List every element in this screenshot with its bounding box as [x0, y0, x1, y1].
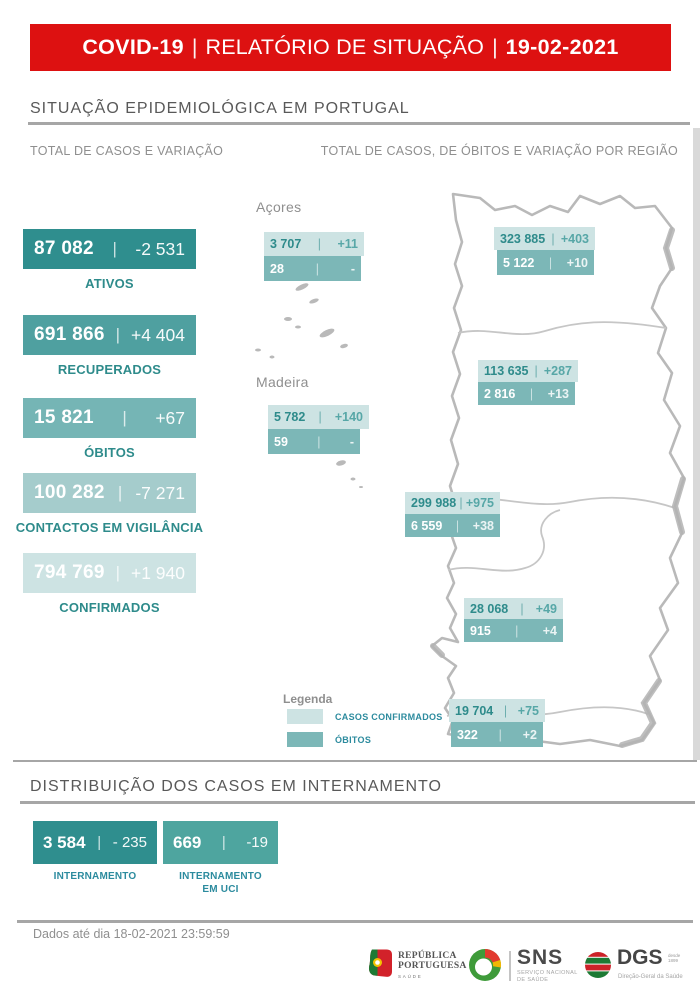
stat-value: 794 769	[34, 562, 105, 583]
stat-value: 87 082	[34, 238, 94, 259]
stat-value: 669	[173, 832, 202, 852]
pipe-divider: |	[115, 325, 121, 344]
deaths-delta: +13	[547, 386, 569, 401]
cases-value: 28 068	[470, 601, 509, 616]
stat-delta: -19	[246, 834, 268, 851]
stat-value: 3 584	[43, 832, 86, 852]
sns-circle-icon	[468, 948, 502, 982]
cases-value: 19 704	[455, 703, 494, 718]
region-deaths-row	[497, 250, 594, 275]
stat-delta: +4 404	[130, 324, 185, 345]
sns-sub-line2: DE SAÚDE	[517, 976, 549, 983]
region-cases-row	[464, 598, 563, 619]
cases-delta: +49	[535, 601, 557, 616]
section-internment-title: DISTRIBUIÇÃO DOS CASOS EM INTERNAMENTO	[30, 778, 442, 795]
stat-label-line2: EM UCI	[202, 884, 239, 895]
deaths-value: 322	[457, 727, 478, 742]
pipe-divider: |	[520, 601, 524, 616]
pipe-divider: |	[498, 727, 502, 742]
stat-contactos-box	[23, 473, 196, 513]
legend-confirmed-label: CASOS CONFIRMADOS	[335, 712, 443, 722]
pipe-divider: |	[221, 834, 226, 851]
region-lvt-stats	[405, 492, 500, 537]
legend-deaths-label: ÓBITOS	[335, 735, 372, 745]
cases-delta: +140	[334, 410, 363, 424]
header-subtitle: RELATÓRIO DE SITUAÇÃO	[205, 35, 485, 59]
stat-label: INTERNAMENTO	[53, 871, 137, 882]
stat-obitos	[23, 398, 196, 460]
sns-text	[517, 947, 578, 983]
cases-delta: +975	[465, 496, 494, 510]
deaths-value: 2 816	[484, 386, 516, 401]
stat-label: ÓBITOS	[84, 445, 135, 460]
right-column-title: TOTAL DE CASOS, DE ÓBITOS E VARIAÇÃO POR REGIÃO	[320, 144, 678, 158]
deaths-delta: +2	[522, 727, 537, 742]
republica-line2: PORTUGUESA	[398, 961, 467, 971]
data-cutoff-note: Dados até dia 18-02-2021 23:59:59	[33, 927, 230, 941]
deaths-value: 915	[470, 623, 491, 638]
header-product: COVID-19	[82, 35, 184, 59]
deaths-value: 5 122	[503, 255, 535, 270]
dgs-since-line2: 1899	[668, 958, 679, 963]
pipe-divider: |	[317, 237, 321, 251]
pipe-divider: |	[315, 261, 319, 276]
stat-label: RECUPERADOS	[57, 362, 162, 377]
cases-delta: +287	[543, 364, 572, 378]
pipe-divider: |	[455, 518, 460, 533]
pipe-divider: |	[112, 239, 117, 258]
stat-confirmados	[23, 553, 196, 615]
region-cases-row	[268, 405, 369, 429]
region-cases-row	[494, 227, 595, 250]
graphic-bottom-divider	[13, 760, 697, 762]
stat-label: ATIVOS	[85, 276, 134, 291]
stat-obitos-box	[23, 398, 196, 438]
stat-confirmados-box	[23, 553, 196, 593]
stat-label	[163, 870, 278, 896]
sns-sub-line1: SERVIÇO NACIONAL	[517, 970, 578, 976]
stat-label-line1: INTERNAMENTO	[179, 871, 262, 882]
dgs-globe-icon	[584, 951, 612, 979]
republica-portuguesa-logo	[367, 948, 393, 983]
region-deaths-row	[451, 722, 543, 747]
pipe-divider: |	[515, 623, 519, 638]
stat-internamento	[33, 821, 157, 883]
region-cases-row	[478, 360, 578, 382]
cases-value: 323 885	[500, 231, 546, 246]
region-madeira-stats	[268, 405, 369, 454]
stat-ativos	[23, 229, 196, 291]
stat-delta: -2 531	[135, 238, 185, 259]
region-deaths-row	[268, 429, 360, 454]
pipe-divider: |	[459, 496, 463, 510]
deaths-delta: +4	[542, 623, 557, 638]
legend-confirmed-swatch	[287, 709, 323, 724]
pipe-divider: |	[97, 834, 102, 851]
stat-delta: +1 940	[130, 562, 185, 583]
pipe-divider: |	[115, 563, 121, 582]
dgs-since-line1: desde	[668, 953, 681, 958]
region-border-norte-centro	[458, 322, 666, 334]
pipe-divider: |	[503, 703, 508, 718]
stat-internamento-uci-box	[163, 821, 278, 864]
region-cases-row	[405, 492, 500, 514]
region-deaths-row	[405, 514, 500, 537]
deaths-value: 6 559	[411, 518, 443, 533]
pipe-divider: |	[551, 231, 555, 246]
stat-ativos-box	[23, 229, 196, 269]
dgs-logo	[584, 951, 612, 984]
deaths-delta: -	[349, 434, 354, 449]
pipe-divider: |	[317, 434, 321, 449]
report-header-banner	[30, 24, 671, 71]
region-centro-stats	[478, 360, 578, 405]
region-alentejo-stats	[464, 598, 563, 642]
pipe-divider: |	[548, 255, 553, 270]
left-column-title: TOTAL DE CASOS E VARIAÇÃO	[30, 144, 224, 158]
region-cases-row	[449, 699, 545, 722]
region-deaths-row	[464, 619, 563, 642]
portugal-flag-icon	[367, 948, 393, 978]
stat-delta: - 235	[112, 834, 147, 851]
stat-delta: -7 271	[135, 482, 185, 503]
header-separator: |	[191, 35, 198, 59]
cases-delta: +75	[517, 703, 539, 718]
region-algarve-stats	[449, 699, 545, 747]
republica-line1: REPÚBLICA	[398, 951, 457, 961]
region-acores-stats	[264, 232, 364, 281]
stat-internamento-box	[33, 821, 157, 864]
sns-logo	[468, 948, 502, 987]
region-deaths-row	[478, 382, 575, 405]
pipe-divider: |	[534, 364, 538, 378]
dgs-since	[668, 953, 680, 963]
stat-label: CONFIRMADOS	[59, 600, 160, 615]
cases-value: 3 707	[270, 237, 302, 251]
madeira-label: Madeira	[256, 374, 309, 390]
cases-delta: +11	[337, 237, 358, 251]
dgs-name: DGS	[617, 946, 663, 969]
header-separator: |	[492, 35, 498, 59]
republica-saude: SAÚDE	[398, 974, 423, 979]
header-date: 19-02-2021	[505, 35, 619, 59]
cases-value: 299 988	[411, 496, 457, 510]
cases-value: 113 635	[484, 364, 529, 378]
stat-contactos	[15, 473, 204, 535]
section-epi-divider	[28, 122, 690, 125]
acores-islands	[255, 282, 348, 359]
republica-portuguesa-text	[398, 951, 467, 979]
sns-subtitle	[517, 970, 578, 983]
stat-delta: +67	[155, 407, 185, 428]
cases-delta: +403	[560, 231, 589, 246]
stat-label: CONTACTOS EM VIGILÂNCIA	[15, 520, 204, 535]
deaths-value: 59	[274, 434, 288, 449]
legend-deaths-swatch	[287, 732, 323, 747]
pipe-divider: |	[529, 386, 534, 401]
region-cases-row	[264, 232, 364, 256]
deaths-value: 28	[270, 261, 284, 276]
legend-title: Legenda	[283, 692, 333, 706]
stat-recuperados	[23, 315, 196, 377]
deaths-delta: -	[350, 261, 355, 276]
stat-recuperados-box	[23, 315, 196, 355]
deaths-delta: +10	[566, 255, 588, 270]
region-norte-stats	[494, 227, 595, 275]
sns-name: SNS	[517, 946, 564, 969]
stat-value: 15 821	[34, 407, 94, 428]
mainland-outline	[432, 194, 684, 746]
stat-internamento-uci	[163, 821, 278, 896]
region-deaths-row	[264, 256, 361, 281]
footer-divider	[17, 920, 693, 923]
stat-value: 100 282	[34, 482, 105, 503]
pipe-divider: |	[122, 408, 127, 427]
acores-label: Açores	[256, 199, 302, 215]
pipe-divider: |	[117, 483, 123, 502]
dgs-subtitle: Direção-Geral da Saúde	[618, 974, 683, 980]
dgs-text	[617, 947, 663, 968]
stat-value: 691 866	[34, 324, 105, 345]
deaths-delta: +38	[472, 518, 494, 533]
section-internment-divider	[20, 801, 695, 804]
pipe-divider: |	[318, 410, 322, 424]
section-epi-title: SITUAÇÃO EPIDEMIOLÓGICA EM PORTUGAL	[30, 100, 410, 117]
sns-logo-divider	[509, 951, 511, 981]
cases-value: 5 782	[274, 410, 306, 424]
